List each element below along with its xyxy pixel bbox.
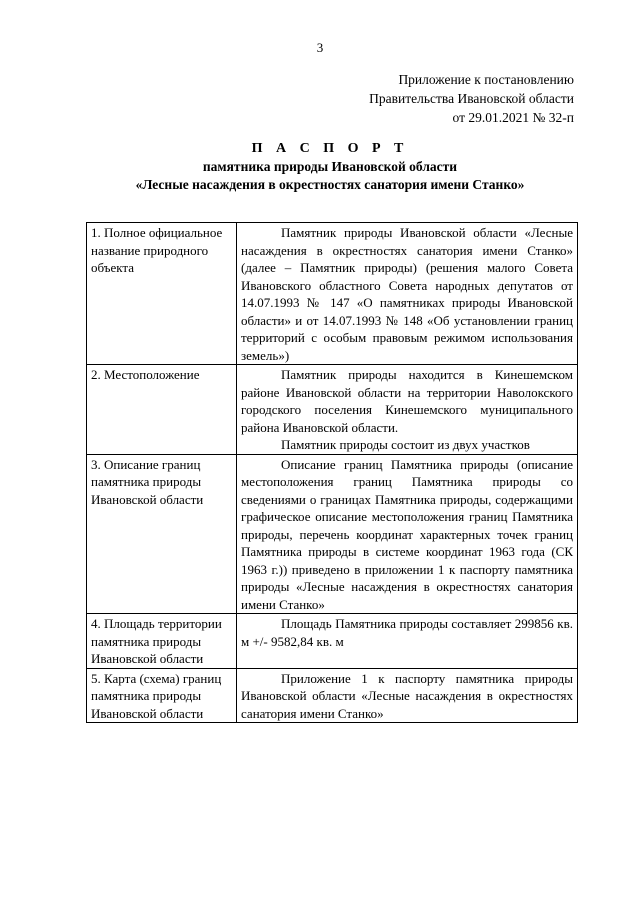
- row-paragraph: Памятник природы состоит из двух участков: [281, 437, 530, 452]
- row-label: 2. Местоположение: [87, 365, 237, 455]
- row-label: 3. Описание границ памятника природы Ивановской области: [87, 454, 237, 614]
- row-paragraph: Описание границ Памятника природы (описание местоположения границ Памятника природы со сведениями о границах Памятника природы, содержащими графическое описание местоположения границ Памятника природы, перечень координат характерных точек границ Памятника природы в системе координат 1963 года (СК 1963 г.)) приведено в приложении 1 к паспорту памятника природы «Лесные насаждения в окрестностях санатория имени Станко»: [241, 456, 573, 612]
- row-value: [237, 223, 578, 365]
- row-value: [237, 668, 578, 723]
- appendix-line-3: от 29.01.2021 № 32-п: [452, 110, 574, 125]
- row-label: 5. Карта (схема) границ памятника природы Ивановской области: [87, 668, 237, 723]
- table-row: [87, 223, 578, 365]
- row-value: [237, 365, 578, 455]
- page-number: 3: [316, 40, 324, 55]
- document-title: [80, 140, 580, 194]
- row-paragraph: Площадь Памятника природы составляет 299856 кв. м +/- 9582,84 кв. м: [241, 616, 573, 649]
- table-row: [87, 454, 578, 614]
- row-value: [237, 454, 578, 614]
- table-row: [87, 614, 578, 669]
- title-main: П А С П О Р Т: [251, 141, 409, 156]
- row-label: 1. Полное официальное название природного объекта: [87, 223, 237, 365]
- title-object-name: «Лесные насаждения в окрестностях санатория имени Станко»: [135, 177, 525, 192]
- passport-table: [86, 222, 578, 723]
- row-paragraph: Приложение 1 к паспорту памятника природы Ивановской области «Лесные насаждения в окрестностях санатория имени Станко»: [241, 670, 573, 721]
- title-subtitle: памятника природы Ивановской области: [202, 159, 458, 174]
- row-paragraph: Памятник природы Ивановской области «Лесные насаждения в окрестностях санатория имени Станко» (далее – Памятник природы) (решения малого Совета Ивановского областного Совета народных депутатов от 14.07.1993 № 147 «О памятниках природы Ивановской области» и от 14.07.1993 № 148 «Об установлении границ территорий с особым правовым режимом использования земель»): [241, 225, 573, 363]
- row-label: 4. Площадь территории памятника природы Ивановской области: [87, 614, 237, 669]
- appendix-line-1: Приложение к постановлению: [398, 72, 574, 87]
- table-row: [87, 365, 578, 455]
- appendix-line-2: Правительства Ивановской области: [369, 91, 574, 106]
- row-value: [237, 614, 578, 669]
- table-row: [87, 668, 578, 723]
- row-paragraph: Памятник природы находится в Кинешемском районе Ивановской области на территории Наволокского городского поселения Кинешемского муниципального района Ивановской области.: [241, 367, 573, 435]
- appendix-header: [369, 70, 574, 127]
